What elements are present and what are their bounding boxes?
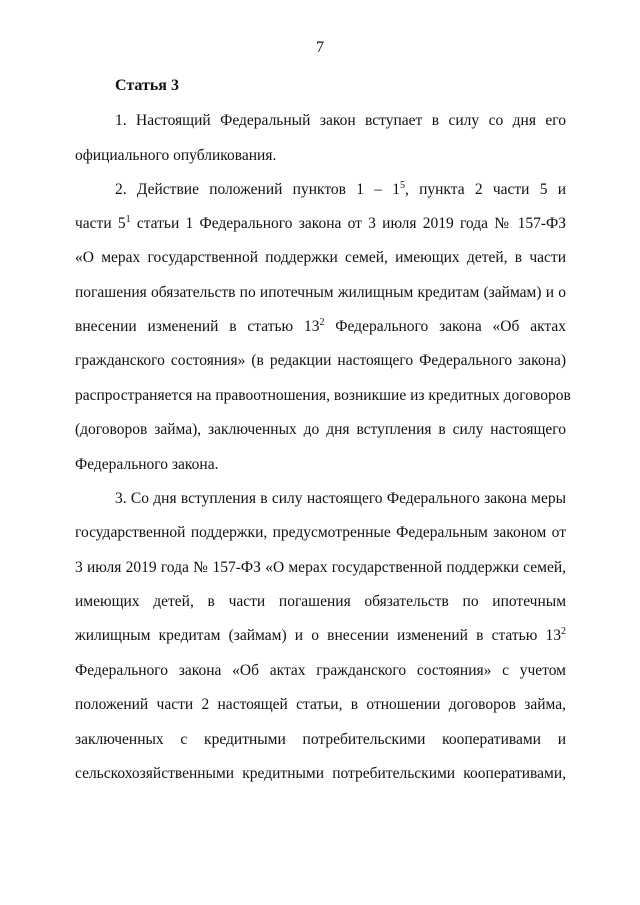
text-segment: , пункта 2 части 5 и — [404, 181, 566, 198]
paragraph-2-line-7: распространяется на правоотношения, возникшие из кредитных договоров — [75, 387, 571, 404]
paragraph-1-line-1: 1. Настоящий Федеральный закон вступает в силу со дня его — [115, 112, 566, 129]
superscript: 5 — [399, 180, 405, 191]
paragraph-2-line-4: погашения обязательств по ипотечным жилищным кредитам (займам) и о — [75, 284, 566, 301]
paragraph-3-line-7: положений части 2 настоящей статьи, в отношении договоров займа, — [75, 696, 566, 713]
paragraph-3-line-2: государственной поддержки, предусмотренные Федеральным законом от — [75, 524, 566, 541]
paragraph-3-line-5 — [75, 626, 566, 646]
page-number: 7 — [316, 39, 324, 56]
superscript: 2 — [561, 626, 566, 637]
superscript: 1 — [125, 214, 131, 225]
paragraph-2-line-1 — [115, 180, 566, 200]
paragraph-2-line-5 — [75, 317, 566, 337]
paragraph-2-line-9: Федерального закона. — [75, 456, 219, 473]
paragraph-3-line-3: 3 июля 2019 года № 157-ФЗ «О мерах государственной поддержки семей, — [75, 559, 566, 576]
paragraph-3-line-8: заключенных с кредитными потребительскими кооперативами и — [75, 731, 566, 748]
text-segment: внесении изменений в статью 13 — [75, 318, 320, 335]
text-segment: статьи 1 Федерального закона от 3 июля 2019 года № 157-ФЗ — [130, 215, 567, 232]
text-segment: части 5 — [75, 215, 126, 232]
text-segment: жилищным кредитам (займам) и о внесении изменений в статью 13 — [75, 627, 561, 644]
paragraph-3-line-1: 3. Со дня вступления в силу настоящего Федерального закона меры — [115, 490, 566, 507]
article-title: Статья 3 — [115, 77, 179, 94]
paragraph-2-line-6: гражданского состояния» (в редакции настоящего Федерального закона) — [75, 352, 566, 369]
paragraph-3-line-9: сельскохозяйственными кредитными потребительскими кооперативами, — [75, 765, 566, 782]
paragraph-2-line-8: (договоров займа), заключенных до дня вступления в силу настоящего — [75, 421, 566, 438]
superscript: 2 — [319, 317, 325, 328]
paragraph-3-line-6: Федерального закона «Об актах гражданского состояния» с учетом — [75, 662, 566, 679]
paragraph-2-line-2 — [75, 214, 566, 234]
text-segment: 2. Действие положений пунктов 1 – 1 — [115, 181, 400, 198]
paragraph-2-line-3: «О мерах государственной поддержки семей, имеющих детей, в части — [75, 249, 566, 266]
text-segment: Федерального закона «Об актах — [324, 318, 566, 335]
paragraph-3-line-4: имеющих детей, в части погашения обязательств по ипотечным — [75, 593, 566, 610]
paragraph-1-line-2: официального опубликования. — [75, 147, 277, 164]
